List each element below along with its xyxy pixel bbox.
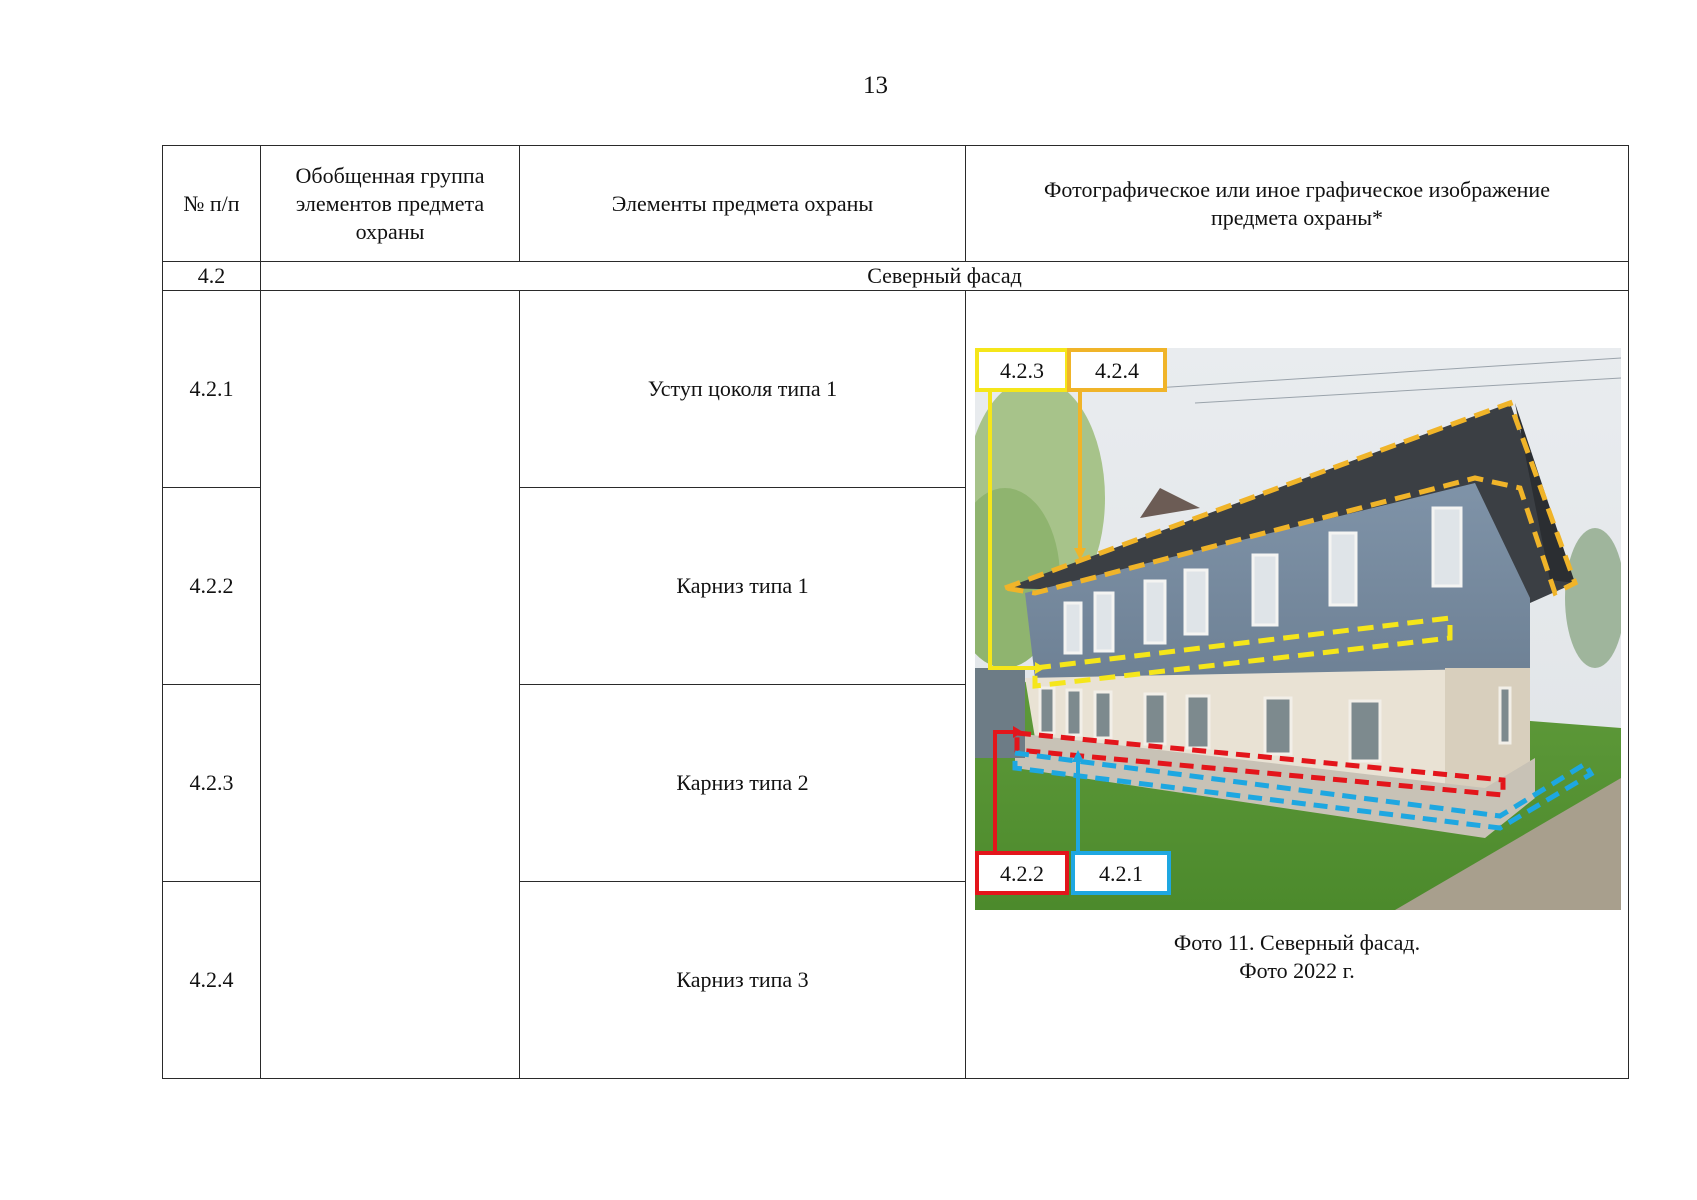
page-number: 13 [863, 72, 888, 99]
caption-line-1: Фото 11. Северный фасад. [1173, 930, 1421, 955]
photo-caption [966, 929, 1628, 985]
row-element: Уступ цоколя типа 1 [520, 291, 966, 488]
label-4-2-3: 4.2.3 [1000, 358, 1044, 383]
row-element: Карниз типа 1 [520, 488, 966, 685]
header-elements: Элементы предмета охраны [520, 146, 966, 262]
row-element: Карниз типа 3 [520, 882, 966, 1079]
table-header-row [163, 146, 1629, 262]
photo-cell [966, 291, 1629, 1079]
group-cell [261, 291, 520, 1079]
label-4-2-4: 4.2.4 [1095, 358, 1139, 383]
row-num: 4.2.4 [163, 882, 261, 1079]
row-num: 4.2.2 [163, 488, 261, 685]
header-image: Фотографическое или иное графическое изображение предмета охраны* [966, 146, 1629, 262]
caption-line-2: Фото 2022 г. [1239, 958, 1355, 983]
header-group: Обобщенная группа элементов предмета охраны [261, 146, 520, 262]
table-row [163, 291, 1629, 488]
label-4-2-2: 4.2.2 [1000, 861, 1044, 886]
row-num: 4.2.1 [163, 291, 261, 488]
row-num: 4.2.3 [163, 685, 261, 882]
section-row [163, 262, 1629, 291]
facade-photo [975, 348, 1621, 910]
section-title: Северный фасад [261, 262, 1629, 291]
label-4-2-1: 4.2.1 [1099, 861, 1143, 886]
header-num: № п/п [163, 146, 261, 262]
section-num: 4.2 [163, 262, 261, 291]
row-element: Карниз типа 2 [520, 685, 966, 882]
protection-items-table [162, 145, 1629, 1079]
